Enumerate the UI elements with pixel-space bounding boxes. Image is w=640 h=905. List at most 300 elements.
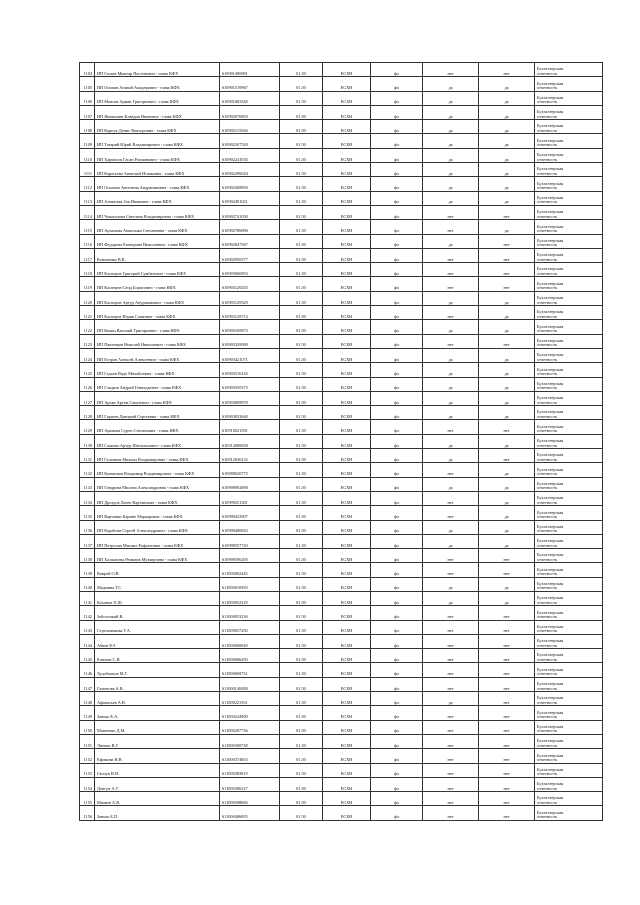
flag-one-cell: да [423, 363, 479, 377]
flag-two-cell: да [479, 77, 535, 91]
row-number-cell: 1134 [80, 491, 95, 505]
report-type-line: отчетность [537, 356, 558, 362]
entity-name-cell: Ключан С.И. [95, 649, 220, 663]
tax-regime-cell: ЕСХН [323, 263, 371, 277]
person-type-cell: фл [371, 334, 423, 348]
table-row [80, 792, 603, 806]
tax-regime-cell: ЕСХН [323, 163, 371, 177]
tax-regime-cell: ЕСХН [323, 449, 371, 463]
report-type-line: Бухгалтерская [537, 66, 564, 72]
table-row [80, 406, 603, 420]
person-type-cell: фл [371, 406, 423, 420]
row-number-cell: 1122 [80, 320, 95, 334]
row-number-cell: 1123 [80, 334, 95, 348]
tax-regime-cell: ЕСХН [323, 291, 371, 305]
flag-one-cell: нет [423, 420, 479, 434]
row-number-cell: 1125 [80, 363, 95, 377]
tax-regime-cell: ЕСХН [323, 763, 371, 777]
person-type-cell: фл [371, 377, 423, 391]
flag-one-cell: нет [423, 277, 479, 291]
entity-name-cell: ИП Карасьева Анжелий Исаакович - глава КФХ [95, 163, 220, 177]
activity-code-cell: 01.50 [280, 277, 323, 291]
report-type-cell [535, 91, 603, 105]
row-number-cell: 1151 [80, 734, 95, 748]
report-type-line: Бухгалтерская [537, 638, 564, 644]
row-number-cell: 1106 [80, 91, 95, 105]
flag-two-cell: нет [479, 263, 535, 277]
tax-id-cell: 610912000658 [220, 434, 280, 448]
row-number-cell: 1149 [80, 706, 95, 720]
flag-two-cell: нет [479, 806, 535, 820]
entity-name-cell: ИП Карпук Денис Викторович - глава КФХ [95, 120, 220, 134]
report-type-line: отчетность [537, 485, 558, 491]
report-type-line: отчетность [537, 242, 558, 248]
report-type-line: отчетность [537, 142, 558, 148]
flag-one-cell: нет [423, 248, 479, 262]
table-row [80, 649, 603, 663]
report-type-line: Бухгалтерская [537, 266, 564, 272]
tax-regime-cell: ЕСХН [323, 534, 371, 548]
flag-two-cell: нет [479, 449, 535, 463]
entity-name-cell: ИП Арова Артем Сапатович - глава КФХ [95, 391, 220, 405]
person-type-cell: фл [371, 649, 423, 663]
tax-regime-cell: ЕСХН [323, 463, 371, 477]
report-type-line: Бухгалтерская [537, 280, 564, 286]
person-type-cell: фл [371, 763, 423, 777]
row-number-cell: 1127 [80, 391, 95, 405]
tax-id-cell: 611000053236 [220, 606, 280, 620]
flag-one-cell: да [423, 191, 479, 205]
flag-two-cell: нет [479, 749, 535, 763]
report-type-line: отчетность [537, 413, 558, 419]
flag-two-cell: нет [479, 663, 535, 677]
flag-one-cell: да [423, 406, 479, 420]
flag-one-cell: нет [423, 734, 479, 748]
row-number-cell: 1142 [80, 606, 95, 620]
report-type-line: отчетность [537, 599, 558, 605]
entity-name-cell: ИП Кныш Василий Григорьевич - глава КФХ [95, 320, 220, 334]
person-type-cell: фл [371, 205, 423, 219]
report-type-line: отчетность [537, 799, 558, 805]
flag-two-cell: да [479, 391, 535, 405]
tax-id-cell: 611000287736 [220, 720, 280, 734]
report-type-line: Бухгалтерская [537, 709, 564, 715]
entity-name-cell: ИП Пашенцев Николай Николаевич - глава КФХ [95, 334, 220, 348]
person-type-cell: фл [371, 120, 423, 134]
flag-two-cell: да [479, 120, 535, 134]
entity-name-cell: ИП Осипова Ангелина Андраниковна - глава КФХ [95, 177, 220, 191]
tax-id-cell: 610903129255 [220, 277, 280, 291]
flag-one-cell: нет [423, 634, 479, 648]
report-type-cell [535, 77, 603, 91]
flag-two-cell: да [479, 463, 535, 477]
tax-id-cell: 610902296024 [220, 163, 280, 177]
table-row [80, 163, 603, 177]
person-type-cell: фл [371, 449, 423, 463]
flag-one-cell: нет [423, 306, 479, 320]
tax-regime-cell: ЕСХН [323, 63, 371, 77]
report-type-line: отчетность [537, 742, 558, 748]
tax-id-cell: 610902115566 [220, 120, 280, 134]
row-number-cell: 1147 [80, 677, 95, 691]
flag-two-cell: да [479, 506, 535, 520]
activity-code-cell: 01.50 [280, 77, 323, 91]
activity-code-cell: 01.50 [280, 248, 323, 262]
person-type-cell: фл [371, 734, 423, 748]
report-type-cell [535, 506, 603, 520]
activity-code-cell: 01.50 [280, 177, 323, 191]
tax-regime-cell: ЕСХН [323, 434, 371, 448]
report-type-line: Бухгалтерская [537, 337, 564, 343]
tax-id-cell: 610902491021 [220, 191, 280, 205]
report-type-line: отчетность [537, 699, 558, 705]
tax-regime-cell: ЕСХН [323, 506, 371, 520]
entity-name-cell: ИП Мовсян Арман Григорьевич - глава КФХ [95, 91, 220, 105]
report-type-cell [535, 577, 603, 591]
activity-code-cell: 01.50 [280, 692, 323, 706]
report-type-line: Бухгалтерская [537, 166, 564, 172]
report-type-line: отчетность [537, 728, 558, 734]
flag-one-cell: да [423, 320, 479, 334]
tax-id-cell: 610903550375 [220, 377, 280, 391]
entity-name-cell: Ефимова Н.В. [95, 749, 220, 763]
entity-name-cell: ИП Гандрова Милана Александровна - глава КФХ [95, 477, 220, 491]
activity-code-cell: 01.50 [280, 220, 323, 234]
report-type-line: Бухгалтерская [537, 180, 564, 186]
report-type-cell [535, 777, 603, 791]
flag-two-cell: да [479, 577, 535, 591]
flag-one-cell: да [423, 91, 479, 105]
table-row [80, 734, 603, 748]
report-type-cell [535, 263, 603, 277]
table-row [80, 377, 603, 391]
tax-regime-cell: ЕСХН [323, 77, 371, 91]
entity-name-cell: ИП Корабова Сергей Александрович - глава КФХ [95, 520, 220, 534]
table-row [80, 77, 603, 91]
table-row [80, 263, 603, 277]
flag-two-cell: да [479, 520, 535, 534]
report-type-cell [535, 348, 603, 362]
row-number-cell: 1113 [80, 191, 95, 205]
entity-name-cell: Кононенко В.В. [95, 248, 220, 262]
report-type-cell [535, 706, 603, 720]
tax-regime-cell: ЕСХН [323, 348, 371, 362]
report-type-cell [535, 105, 603, 119]
flag-one-cell: нет [423, 749, 479, 763]
tax-id-cell: 610910021591 [220, 420, 280, 434]
report-type-line: отчетность [537, 127, 558, 133]
row-number-cell: 1137 [80, 534, 95, 548]
activity-code-cell: 01.50 [280, 677, 323, 691]
report-type-line: Бухгалтерская [537, 237, 564, 243]
person-type-cell: фл [371, 463, 423, 477]
flag-one-cell: нет [423, 677, 479, 691]
row-number-cell: 1140 [80, 577, 95, 591]
tax-id-cell: 610902368850 [220, 177, 280, 191]
table-row [80, 306, 603, 320]
flag-one-cell: да [423, 291, 479, 305]
activity-code-cell: 01.50 [280, 706, 323, 720]
report-type-line: Бухгалтерская [537, 80, 564, 86]
report-type-line: отчетность [537, 299, 558, 305]
activity-code-cell: 01.50 [280, 606, 323, 620]
person-type-cell: фл [371, 477, 423, 491]
report-type-cell [535, 134, 603, 148]
table-row [80, 234, 603, 248]
activity-code-cell: 01.50 [280, 591, 323, 605]
activity-code-cell: 01.50 [280, 634, 323, 648]
activity-code-cell: 01.50 [280, 734, 323, 748]
tax-regime-cell: ЕСХН [323, 606, 371, 620]
report-type-line: отчетность [537, 528, 558, 534]
flag-one-cell: нет [423, 792, 479, 806]
flag-two-cell: нет [479, 205, 535, 219]
row-number-cell: 1144 [80, 634, 95, 648]
tax-id-cell: 610902076893 [220, 105, 280, 119]
table-row [80, 120, 603, 134]
flag-one-cell: да [423, 377, 479, 391]
report-type-line: Бухгалтерская [537, 395, 564, 401]
tax-regime-cell: ЕСХН [323, 792, 371, 806]
flag-one-cell: нет [423, 663, 479, 677]
report-type-line: отчетность [537, 471, 558, 477]
person-type-cell: фл [371, 792, 423, 806]
registry-table-body [80, 63, 603, 821]
flag-two-cell: да [479, 148, 535, 162]
row-number-cell: 1150 [80, 720, 95, 734]
person-type-cell: фл [371, 348, 423, 362]
tax-id-cell: 610903833640 [220, 406, 280, 420]
table-row [80, 506, 603, 520]
entity-name-cell: ИП Яковишин Клавдия Ивановна - глава КФХ [95, 105, 220, 119]
tax-regime-cell: ЕСХН [323, 520, 371, 534]
tax-regime-cell: ЕСХН [323, 749, 371, 763]
report-type-line: отчетность [537, 428, 558, 434]
report-type-line: отчетность [537, 814, 558, 820]
report-type-line: отчетность [537, 542, 558, 548]
entity-name-cell: Довгун А.Т. [95, 777, 220, 791]
report-type-cell [535, 391, 603, 405]
flag-one-cell: да [423, 477, 479, 491]
activity-code-cell: 01.50 [280, 777, 323, 791]
person-type-cell: фл [371, 749, 423, 763]
person-type-cell: фл [371, 591, 423, 605]
report-type-cell [535, 449, 603, 463]
tax-id-cell: 610902786890 [220, 220, 280, 234]
report-type-line: Бухгалтерская [537, 752, 564, 758]
person-type-cell: фл [371, 306, 423, 320]
activity-code-cell: 01.50 [280, 105, 323, 119]
flag-two-cell: да [479, 434, 535, 448]
person-type-cell: фл [371, 520, 423, 534]
activity-code-cell: 01.50 [280, 363, 323, 377]
person-type-cell: фл [371, 148, 423, 162]
report-type-line: Бухгалтерская [537, 109, 564, 115]
report-type-line: Бухгалтерская [537, 380, 564, 386]
tax-regime-cell: ЕСХН [323, 777, 371, 791]
flag-one-cell: нет [423, 620, 479, 634]
flag-two-cell: нет [479, 706, 535, 720]
tax-id-cell: 611000057250 [220, 620, 280, 634]
flag-one-cell: да [423, 148, 479, 162]
flag-two-cell: да [479, 220, 535, 234]
report-type-line: отчетность [537, 757, 558, 763]
tax-id-cell: 610903421071 [220, 348, 280, 362]
report-type-line: Бухгалтерская [537, 538, 564, 544]
row-number-cell: 1148 [80, 692, 95, 706]
tax-regime-cell: ЕСХН [323, 391, 371, 405]
flag-one-cell: да [423, 348, 479, 362]
row-number-cell: 1145 [80, 649, 95, 663]
activity-code-cell: 01.50 [280, 406, 323, 420]
report-type-cell [535, 634, 603, 648]
person-type-cell: фл [371, 220, 423, 234]
table-row [80, 777, 603, 791]
report-type-line: Бухгалтерская [537, 466, 564, 472]
report-type-line: Бухгалтерская [537, 152, 564, 158]
tax-regime-cell: ЕСХН [323, 191, 371, 205]
flag-two-cell: да [479, 105, 535, 119]
tax-regime-cell: ЕСХН [323, 234, 371, 248]
report-type-line: Бухгалтерская [537, 423, 564, 429]
table-row [80, 720, 603, 734]
tax-id-cell: 611000398066 [220, 792, 280, 806]
flag-one-cell: да [423, 591, 479, 605]
report-type-line: Бухгалтерская [537, 352, 564, 358]
activity-code-cell: 01.50 [280, 163, 323, 177]
flag-one-cell: нет [423, 63, 479, 77]
report-type-line: Бухгалтерская [537, 323, 564, 329]
report-type-cell [535, 406, 603, 420]
table-row [80, 391, 603, 405]
flag-one-cell: да [423, 577, 479, 591]
tax-regime-cell: ЕСХН [323, 734, 371, 748]
tax-regime-cell: ЕСХН [323, 177, 371, 191]
tax-regime-cell: ЕСХН [323, 377, 371, 391]
report-type-cell [535, 649, 603, 663]
report-type-cell [535, 763, 603, 777]
report-type-line: Бухгалтерская [537, 209, 564, 215]
report-type-line: отчетность [537, 99, 558, 105]
tax-id-cell: 610903516145 [220, 363, 280, 377]
tax-regime-cell: ЕСХН [323, 91, 371, 105]
report-type-line: отчетность [537, 270, 558, 276]
table-row [80, 463, 603, 477]
tax-id-cell: 611000018383 [220, 577, 280, 591]
report-type-line: Бухгалтерская [537, 766, 564, 772]
report-type-line: отчетность [537, 313, 558, 319]
table-row [80, 205, 603, 219]
tax-id-cell: 610903129329 [220, 291, 280, 305]
table-row [80, 320, 603, 334]
activity-code-cell: 01.50 [280, 806, 323, 820]
flag-one-cell: да [423, 77, 479, 91]
report-type-cell [535, 491, 603, 505]
flag-one-cell: нет [423, 649, 479, 663]
entity-name-cell: ИП Кувшинов Владимир Владимирович - глава КФХ [95, 463, 220, 477]
flag-two-cell: нет [479, 234, 535, 248]
report-type-line: отчетность [537, 785, 558, 791]
entity-name-cell: ИП Арамова Сурен Степанович - глава КФХ [95, 420, 220, 434]
flag-two-cell: да [479, 363, 535, 377]
activity-code-cell: 01.50 [280, 506, 323, 520]
row-number-cell: 1139 [80, 563, 95, 577]
row-number-cell: 1107 [80, 105, 95, 119]
person-type-cell: фл [371, 506, 423, 520]
tax-id-cell: 610999423907 [220, 506, 280, 520]
flag-two-cell: да [479, 177, 535, 191]
table-row [80, 434, 603, 448]
tax-regime-cell: ЕСХН [323, 105, 371, 119]
report-type-line: Бухгалтерская [537, 438, 564, 444]
flag-two-cell: да [479, 291, 535, 305]
tax-regime-cell: ЕСХН [323, 649, 371, 663]
table-row [80, 563, 603, 577]
flag-one-cell: нет [423, 205, 479, 219]
person-type-cell: фл [371, 620, 423, 634]
table-row [80, 577, 603, 591]
table-row [80, 806, 603, 820]
tax-regime-cell: ЕСХН [323, 220, 371, 234]
tax-regime-cell: ЕСХН [323, 663, 371, 677]
activity-code-cell: 01.50 [280, 520, 323, 534]
entity-name-cell: ИП Дроздов Ленат Вартанович - глава КФХ [95, 491, 220, 505]
registry-table [79, 62, 603, 821]
report-type-line: отчетность [537, 714, 558, 720]
row-number-cell: 1114 [80, 205, 95, 219]
flag-one-cell: да [423, 534, 479, 548]
report-type-line: Бухгалтерская [537, 809, 564, 815]
person-type-cell: фл [371, 291, 423, 305]
activity-code-cell: 01.50 [280, 120, 323, 134]
flag-one-cell: да [423, 134, 479, 148]
table-row [80, 634, 603, 648]
tax-regime-cell: ЕСХН [323, 406, 371, 420]
table-row [80, 348, 603, 362]
person-type-cell: фл [371, 491, 423, 505]
report-type-cell [535, 520, 603, 534]
entity-name-cell: ИП Гасаев Мыктар Пастенович - глава КФХ [95, 63, 220, 77]
row-number-cell: 1138 [80, 549, 95, 563]
tax-id-cell: 611000300738 [220, 734, 280, 748]
report-type-cell [535, 306, 603, 320]
report-type-line: отчетность [537, 571, 558, 577]
activity-code-cell: 01.50 [280, 792, 323, 806]
flag-one-cell: да [423, 520, 479, 534]
document-page [79, 62, 602, 821]
report-type-line: отчетность [537, 556, 558, 562]
person-type-cell: фл [371, 663, 423, 677]
activity-code-cell: 01.50 [280, 148, 323, 162]
flag-two-cell: нет [479, 777, 535, 791]
report-type-cell [535, 163, 603, 177]
person-type-cell: фл [371, 320, 423, 334]
report-type-line: Бухгалтерская [537, 609, 564, 615]
tax-id-cell: 610902847567 [220, 234, 280, 248]
tax-id-cell: 610903809970 [220, 391, 280, 405]
tax-id-cell: 610903329089 [220, 334, 280, 348]
row-number-cell: 1108 [80, 120, 95, 134]
tax-id-cell: 610902207520 [220, 134, 280, 148]
entity-name-cell: ИП Саакова Артур Шагамалович - глава КФХ [95, 434, 220, 448]
table-row [80, 420, 603, 434]
tax-id-cell: 611000069751 [220, 663, 280, 677]
report-type-cell [535, 792, 603, 806]
table-row [80, 291, 603, 305]
row-number-cell: 1128 [80, 406, 95, 420]
report-type-cell [535, 720, 603, 734]
tax-regime-cell: ЕСХН [323, 634, 371, 648]
